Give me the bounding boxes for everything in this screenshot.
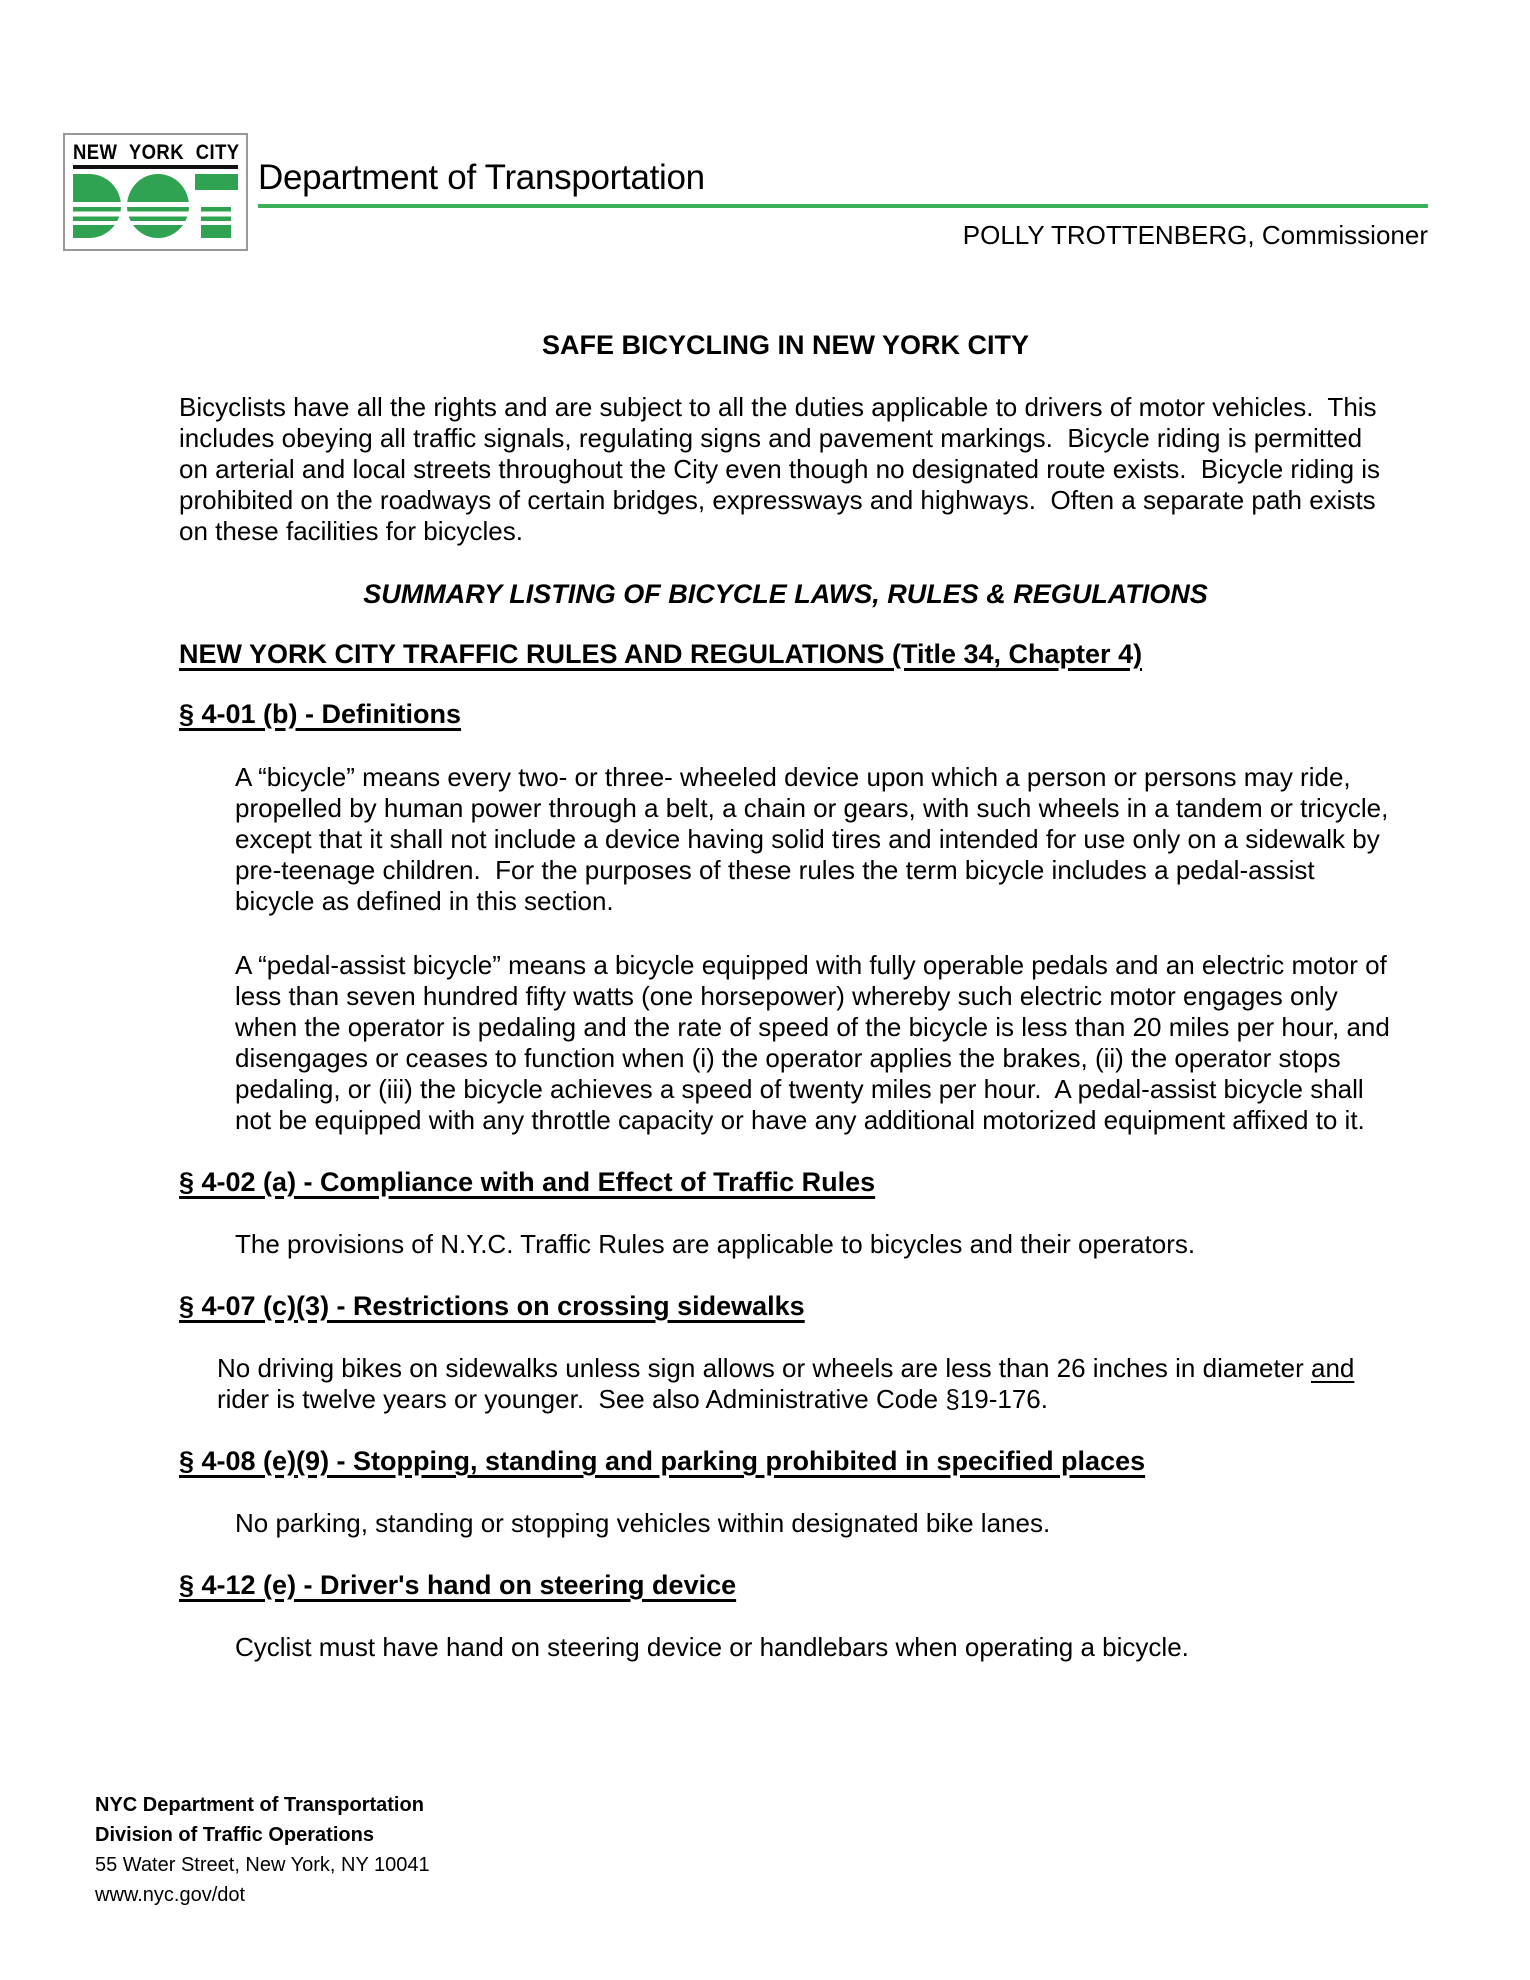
footer	[95, 1795, 430, 1915]
logo-underline-bar	[73, 165, 238, 169]
traffic-rules-main-heading: NEW YORK CITY TRAFFIC RULES AND REGULATIONS (Title 34, Chapter 4)	[179, 639, 1143, 669]
agency-name: Department of Transportation	[258, 158, 705, 197]
underlined-word: and	[1311, 1353, 1355, 1383]
section-heading-4-12: § 4-12 (e) - Driver's hand on steering device	[179, 1570, 737, 1600]
section-heading-4-07: § 4-07 (c)(3) - Restrictions on crossing sidewalks	[179, 1291, 805, 1321]
section-paragraph: A “pedal-assist bicycle” means a bicycle equipped with fully operable pedals and an electric motor of less than seven hundred fifty watts (one horsepower) whereby such electric motor engages only when the operator is pedaling and the rate of speed of the bicycle is less than 20 miles per hour, and disengages or ceases to function when (i) the operator applies the brakes, (ii) the operator stops pedaling, or (iii) the bicycle achieves a speed of twenty miles per hour. A pedal-assist bicycle shall not be equipped with any throttle capacity or have any additional motorized equipment affixed to it.	[235, 950, 1398, 1135]
summary-subtitle: SUMMARY LISTING OF BICYCLE LAWS, RULES & REGULATIONS	[363, 579, 1208, 609]
section-paragraph: Cyclist must have hand on steering device or handlebars when operating a bicycle.	[235, 1632, 1189, 1662]
document-title: SAFE BICYCLING IN NEW YORK CITY	[541, 330, 1030, 360]
section-paragraph	[217, 1353, 1392, 1415]
section-heading-4-01: § 4-01 (b) - Definitions	[179, 699, 462, 729]
header-green-rule	[258, 204, 1428, 208]
dot-letter-t-bar	[195, 174, 238, 190]
footer-division: Division of Traffic Operations	[95, 1824, 374, 1846]
section-heading-4-02: § 4-02 (a) - Compliance with and Effect of Traffic Rules	[179, 1167, 876, 1197]
logo-stripes	[73, 202, 238, 225]
dot-logo-letters-icon	[73, 174, 238, 238]
intro-paragraph: Bicyclists have all the rights and are subject to all the duties applicable to drivers of motor vehicles. This includes obeying all traffic signals, regulating signs and pavement markings. Bicycle riding is permitted on arterial and local streets throughout the City even though no designated route exists. Bicycle riding is prohibited on the roadways of certain bridges, expressways and highways. Often a separate path exists on these facilities for bicycles.	[179, 392, 1388, 546]
footer-address: 55 Water Street, New York, NY 10041	[95, 1854, 430, 1876]
document-content	[0, 330, 1530, 1663]
section-paragraph: A “bicycle” means every two- or three- wheeled device upon which a person or persons may ride, propelled by human power through a belt, a chain or gears, with such wheels in a tandem or tricycle, except that it shall not include a device having solid tires and intended for use only on a sidewalk by pre-teenage children. For the purposes of these rules the term bicycle includes a pedal-assist bicycle as defined in this section.	[235, 762, 1396, 916]
logo-city-text: NEW YORK CITY	[73, 141, 240, 164]
commissioner-line: POLLY TROTTENBERG, Commissioner	[962, 220, 1428, 250]
section-paragraph: The provisions of N.Y.C. Traffic Rules are applicable to bicycles and their operators.	[235, 1229, 1196, 1259]
paragraph-text-after: rider is twelve years or younger. See also Administrative Code §19-176.	[217, 1353, 1362, 1414]
section-heading-4-08: § 4-08 (e)(9) - Stopping, standing and parking prohibited in specified places	[179, 1446, 1146, 1476]
paragraph-text-before: No driving bikes on sidewalks unless sign allows or wheels are less than 26 inches in diameter	[217, 1353, 1311, 1383]
nyc-dot-logo	[63, 133, 248, 251]
footer-org: NYC Department of Transportation	[95, 1794, 424, 1816]
section-paragraph: No parking, standing or stopping vehicles within designated bike lanes.	[235, 1508, 1051, 1538]
footer-website: www.nyc.gov/dot	[95, 1884, 246, 1906]
letterhead	[63, 133, 1428, 251]
letterhead-right	[258, 133, 1428, 251]
